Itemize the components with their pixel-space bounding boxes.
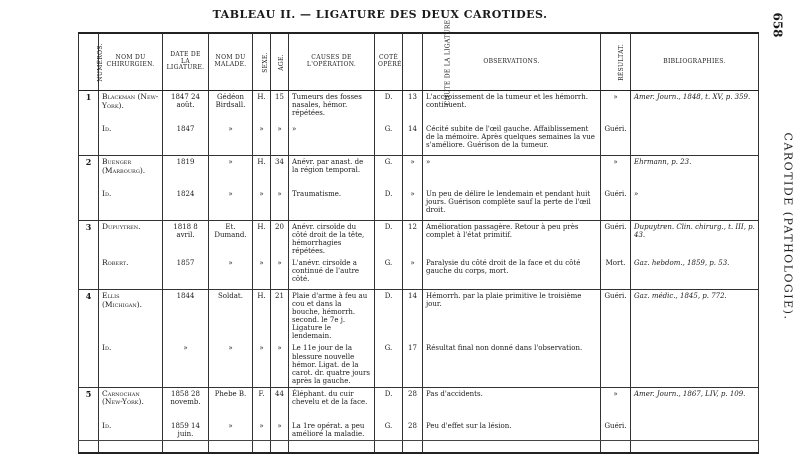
table-row (79, 290, 759, 343)
table-row (79, 123, 759, 156)
side-label (776, 130, 796, 330)
age-cell: » (271, 123, 289, 156)
cote-cell: D. (375, 290, 403, 343)
case-number: 1 (79, 91, 99, 124)
header-cote: COTÉ OPÉRÉ. (375, 33, 403, 91)
cote-cell: D. (375, 387, 403, 420)
cote-cell: G. (375, 257, 403, 290)
header-age: AGE. (271, 33, 289, 91)
case-number: 2 (79, 156, 99, 189)
age-cell: 34 (271, 156, 289, 189)
table-row (79, 420, 759, 453)
header-causes: CAUSES DE L'OPÉRATION. (289, 33, 375, 91)
malade-cell: Et. Dumand. (209, 221, 253, 258)
table-row (79, 91, 759, 124)
table-row (79, 257, 759, 290)
header-chute: CHUTE DE LA LIGATURE (403, 33, 423, 91)
causes-cell: Tumeurs des fosses nasales, hémor. répétées. (289, 91, 375, 124)
causes-cell: Plaie d'arme à feu au cou et dans la bouche, hémorrh. second. le 7e j. Ligature le lendemain. (289, 290, 375, 343)
case-number (79, 188, 99, 221)
sexe-cell: » (253, 420, 271, 453)
sexe-cell: » (253, 188, 271, 221)
observations-cell: Résultat final non donné dans l'observation. (423, 342, 601, 387)
observations-cell: » (423, 156, 601, 189)
table-row (79, 156, 759, 189)
observations-cell: Paralysie du côté droit de la face et du côté gauche du corps, mort. (423, 257, 601, 290)
ligature-table (78, 19, 759, 454)
chirurgien-cell: Blackman (New-York). (99, 91, 163, 124)
age-cell: » (271, 257, 289, 290)
sexe-cell: H. (253, 156, 271, 189)
page-title: TABLEAU II. — LIGATURE DES DEUX CAROTIDES. (212, 8, 548, 21)
chute-cell: 14 (403, 290, 423, 343)
resultat-cell: » (601, 387, 631, 420)
chirurgien-cell: Id. (99, 342, 163, 387)
observations-cell: Hémorrh. par la plaie primitive le troisième jour. (423, 290, 601, 343)
date-cell: 1818 8 avril. (163, 221, 209, 258)
malade-cell: » (209, 342, 253, 387)
table-row (79, 387, 759, 420)
chute-cell: » (403, 156, 423, 189)
resultat-cell (601, 342, 631, 387)
malade-cell: Phebe B. (209, 387, 253, 420)
chirurgien-cell: Dupuytren. (99, 221, 163, 258)
age-cell: 15 (271, 91, 289, 124)
header-observations: OBSERVATIONS. (423, 33, 601, 91)
sexe-cell: » (253, 342, 271, 387)
causes-cell: Anévr. par anast. de la région temporal. (289, 156, 375, 189)
chute-cell: » (403, 257, 423, 290)
sexe-cell: » (253, 123, 271, 156)
table-row (79, 342, 759, 387)
resultat-cell: Guéri. (601, 290, 631, 343)
header-sexe: SEXE. (253, 33, 271, 91)
cote-cell: D. (375, 221, 403, 258)
side-label-text: CAROTIDE (PATHOLOGIE). (781, 132, 795, 321)
cote-cell: G. (375, 420, 403, 453)
bibliography-cell: Ehrmann, p. 23. (631, 156, 759, 189)
age-cell: » (271, 420, 289, 453)
chute-cell: » (403, 188, 423, 221)
bibliography-cell: Amer. Journ., 1867, LIV, p. 109. (631, 387, 759, 420)
chute-cell: 12 (403, 221, 423, 258)
malade-cell: » (209, 188, 253, 221)
date-cell: 1844 (163, 290, 209, 343)
causes-cell: Le 11e jour de la blessure nouvelle hémor. Ligat. de la carot. dr. quatre jours après la gauche. (289, 342, 375, 387)
case-number: 3 (79, 221, 99, 258)
header-resultat: RÉSULTAT. (601, 33, 631, 91)
age-cell: 20 (271, 221, 289, 258)
malade-cell: » (209, 123, 253, 156)
case-number (79, 257, 99, 290)
chirurgien-cell: Carnochan (New-York). (99, 387, 163, 420)
chute-cell: 28 (403, 420, 423, 453)
resultat-cell: » (601, 91, 631, 124)
observations-cell: Un peu de délire le lendemain et pendant huit jours. Guérison complète sauf la perte de l'œil droit. (423, 188, 601, 221)
observations-cell: Peu d'effet sur la lésion. (423, 420, 601, 453)
age-cell: » (271, 342, 289, 387)
causes-cell: » (289, 123, 375, 156)
causes-cell: Éléphant. du cuir chevelu et de la face. (289, 387, 375, 420)
bibliography-cell: Gaz. médic., 1845, p. 772. (631, 290, 759, 343)
chirurgien-cell: Ellis (Michigan). (99, 290, 163, 343)
header-malade: NOM DU MALADE. (209, 33, 253, 91)
malade-cell: » (209, 257, 253, 290)
bibliography-cell: Gaz. hebdom., 1859, p. 53. (631, 257, 759, 290)
date-cell: 1858 28 novemb. (163, 387, 209, 420)
age-cell: 44 (271, 387, 289, 420)
bottom-rule (78, 440, 758, 441)
date-cell: » (163, 342, 209, 387)
malade-cell: » (209, 420, 253, 453)
chirurgien-cell: Id. (99, 188, 163, 221)
cote-cell: G. (375, 156, 403, 189)
case-number: 4 (79, 290, 99, 343)
date-cell: 1847 (163, 123, 209, 156)
resultat-cell: Guéri. (601, 188, 631, 221)
cote-cell: D. (375, 91, 403, 124)
chirurgien-cell: Robert. (99, 257, 163, 290)
cote-cell: D. (375, 188, 403, 221)
bibliography-cell (631, 342, 759, 387)
age-cell: » (271, 188, 289, 221)
observations-cell: L'accroissement de la tumeur et les hémorrh. continuent. (423, 91, 601, 124)
date-cell: 1859 14 juin. (163, 420, 209, 453)
resultat-cell: Guéri. (601, 420, 631, 453)
date-cell: 1857 (163, 257, 209, 290)
cote-cell: G. (375, 342, 403, 387)
header-row (79, 33, 759, 91)
sexe-cell: F. (253, 387, 271, 420)
date-cell: 1819 (163, 156, 209, 189)
causes-cell: Anévr. cirsoïde du côté droit de la tête, hémorrhagies répétées. (289, 221, 375, 258)
page-number: 658 (770, 12, 785, 38)
case-number (79, 420, 99, 453)
case-number: 5 (79, 387, 99, 420)
chirurgien-cell: Buenger (Marbourg). (99, 156, 163, 189)
resultat-cell: Guéri. (601, 221, 631, 258)
case-number (79, 123, 99, 156)
bibliography-cell: Amer. Journ., 1848, t. XV, p. 359. (631, 91, 759, 124)
bibliography-cell: Dupuytren. Clin. chirurg., t. III, p. 43. (631, 221, 759, 258)
chute-cell: 17 (403, 342, 423, 387)
sexe-cell: H. (253, 221, 271, 258)
date-cell: 1824 (163, 188, 209, 221)
chute-cell: 14 (403, 123, 423, 156)
sexe-cell: H. (253, 290, 271, 343)
chirurgien-cell: Id. (99, 123, 163, 156)
bibliography-cell (631, 420, 759, 453)
table-row (79, 221, 759, 258)
causes-cell: Traumatisme. (289, 188, 375, 221)
table-row (79, 188, 759, 221)
sexe-cell: » (253, 257, 271, 290)
observations-cell: Amélioration passagère. Retour à peu près complet à l'état primitif. (423, 221, 601, 258)
sexe-cell: H. (253, 91, 271, 124)
header-numeros: NUMÉROS. (79, 33, 99, 91)
header-date: DATE DE LA LIGATURE. (163, 33, 209, 91)
observations-cell: Cécité subite de l'œil gauche. Affaiblissement de la mémoire. Après quelques semaines la vue s'améliore. Guérison de la tumeur. (423, 123, 601, 156)
resultat-cell: Mort. (601, 257, 631, 290)
causes-cell: La 1re opérat. a peu amélioré la maladie. (289, 420, 375, 453)
header-chirurgien: NOM DU CHIRURGIEN. (99, 33, 163, 91)
chirurgien-cell: Id. (99, 420, 163, 453)
date-cell: 1847 24 août. (163, 91, 209, 124)
bibliography-cell (631, 123, 759, 156)
resultat-cell: Guéri. (601, 123, 631, 156)
causes-cell: L'anévr. cirsoïde a continué de l'autre côté. (289, 257, 375, 290)
bibliography-cell: » (631, 188, 759, 221)
chute-cell: 28 (403, 387, 423, 420)
malade-cell: » (209, 156, 253, 189)
chute-cell: 13 (403, 91, 423, 124)
malade-cell: Gédéon Birdsall. (209, 91, 253, 124)
header-bibliographies: BIBLIOGRAPHIES. (631, 33, 759, 91)
cote-cell: G. (375, 123, 403, 156)
case-number (79, 342, 99, 387)
observations-cell: Pas d'accidents. (423, 387, 601, 420)
malade-cell: Soldat. (209, 290, 253, 343)
age-cell: 21 (271, 290, 289, 343)
resultat-cell: » (601, 156, 631, 189)
